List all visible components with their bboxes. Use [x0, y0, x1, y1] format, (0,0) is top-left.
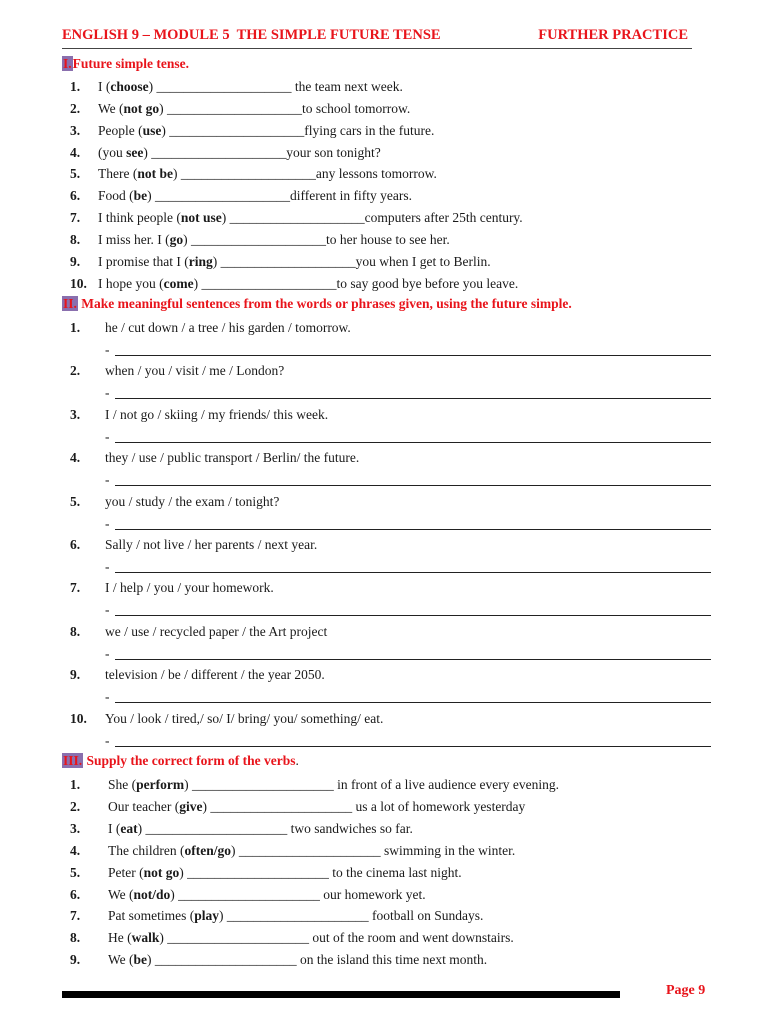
answer-underline — [115, 485, 711, 486]
answer-line[interactable] — [105, 687, 711, 707]
item-text — [98, 230, 450, 250]
item-text-after: ) _____________________ us a lot of homework yesterday — [202, 798, 526, 814]
answer-line[interactable] — [105, 427, 711, 447]
answer-dash: - — [105, 385, 110, 401]
list-item — [0, 797, 768, 817]
item-text — [108, 885, 426, 905]
item-text-after: ) ____________________computers after 25th century. — [221, 210, 523, 226]
answer-dash: - — [105, 428, 110, 444]
section-1-roman: I. — [63, 56, 72, 71]
item-number: 6. — [70, 886, 81, 902]
item-text — [108, 950, 487, 970]
item-text — [108, 797, 525, 817]
item-number: 1. — [70, 79, 81, 94]
header-right-title: FURTHER PRACTICE — [538, 27, 688, 43]
item-number: 5. — [70, 864, 81, 880]
item-number: 7. — [70, 908, 81, 924]
item-text-after: ) ____________________you when I get to Berlin. — [212, 253, 491, 269]
item-text — [98, 77, 403, 97]
item-text-before: I hope you ( — [98, 275, 164, 291]
item-text-after: ) _____________________ in front of a live audience every evening. — [184, 777, 560, 792]
list-item — [0, 230, 768, 250]
item-number: 5. — [70, 493, 81, 509]
item-number: 8. — [70, 231, 81, 247]
answer-line[interactable] — [105, 644, 711, 664]
item-prompt: you / study / the exam / tonight? — [105, 493, 280, 509]
list-item — [0, 208, 768, 228]
item-text-after: ) ____________________to her house to see her. — [183, 231, 450, 247]
list-item — [0, 622, 768, 642]
item-text — [108, 841, 515, 861]
item-number: 9. — [70, 253, 81, 269]
verb-cue: be — [133, 952, 148, 968]
section-2-roman: II. — [63, 296, 77, 311]
list-item — [0, 665, 768, 685]
item-number: 6. — [70, 188, 81, 204]
answer-dash: - — [105, 472, 110, 488]
header-rule — [62, 48, 692, 49]
item-text-before: Our teacher ( — [108, 798, 180, 814]
list-item — [0, 99, 768, 119]
list-item — [0, 186, 768, 206]
answer-line[interactable] — [105, 383, 711, 403]
item-text-before: We ( — [108, 886, 134, 902]
answer-underline — [115, 746, 711, 747]
list-item — [0, 164, 768, 184]
item-text-before: People ( — [98, 122, 143, 138]
item-number: 6. — [70, 537, 81, 552]
answer-underline — [115, 572, 711, 573]
answer-dash: - — [105, 689, 110, 705]
verb-cue: see — [126, 144, 144, 160]
verb-cue: not use — [180, 210, 222, 226]
list-item — [0, 405, 768, 425]
item-text-before: I promise that I ( — [98, 253, 189, 269]
item-text — [108, 863, 462, 883]
item-text-after: ) _____________________ our homework yet. — [170, 886, 426, 902]
item-text-after: ) ____________________ the team next week. — [148, 79, 403, 94]
answer-dash: - — [105, 559, 110, 574]
item-text — [98, 252, 491, 272]
answer-line[interactable] — [105, 514, 711, 534]
section-2-heading: Make meaningful sentences from the words or phrases given, using the future simple. — [77, 296, 572, 311]
item-text-after: ) ____________________to say good bye before you leave. — [193, 275, 519, 291]
item-text — [98, 164, 437, 184]
list-item — [0, 492, 768, 512]
item-text-before: Food ( — [98, 188, 134, 204]
item-text — [98, 121, 434, 141]
item-text-before: I miss her. I ( — [98, 231, 170, 247]
item-text-before: Pat sometimes ( — [108, 908, 195, 924]
list-item — [0, 841, 768, 861]
item-text-after: ) ____________________flying cars in the future. — [161, 122, 435, 138]
verb-cue: ring — [188, 253, 213, 269]
list-item — [0, 361, 768, 381]
item-text-before: Peter ( — [108, 864, 144, 880]
item-prompt: I / not go / skiing / my friends/ this week. — [105, 406, 329, 422]
verb-cue: go — [169, 231, 184, 247]
verb-cue: play — [194, 908, 220, 924]
item-text — [98, 143, 381, 163]
footer-bar — [62, 991, 620, 998]
section-1-heading: Future simple tense. — [72, 56, 190, 71]
verb-cue: not go — [123, 100, 160, 116]
item-number: 3. — [70, 406, 81, 422]
answer-line[interactable] — [105, 470, 711, 490]
item-number: 9. — [70, 667, 81, 683]
page-header — [62, 27, 692, 47]
item-text-before: I ( — [108, 820, 121, 836]
answer-underline — [115, 529, 711, 530]
page-number: Page 9 — [666, 983, 706, 998]
answer-dash: - — [105, 515, 110, 531]
item-number: 4. — [70, 450, 81, 466]
verb-cue: walk — [131, 930, 160, 946]
verb-cue: not be — [137, 166, 173, 182]
item-text — [98, 208, 523, 228]
verb-cue: often/go — [184, 842, 231, 858]
item-text-before: There ( — [98, 166, 138, 182]
item-number: 10. — [70, 710, 87, 726]
item-number: 4. — [70, 842, 81, 858]
item-prompt: he / cut down / a tree / his garden / tomorrow. — [105, 320, 351, 335]
item-text-after: ) _____________________ two sandwiches so far. — [137, 820, 413, 836]
section-3-roman: III. — [63, 753, 83, 768]
item-text-before: (you — [98, 144, 127, 160]
answer-underline — [115, 615, 711, 616]
answer-line[interactable] — [105, 340, 711, 360]
item-text — [108, 906, 483, 926]
section-3-heading: Supply the correct form of the verbs — [83, 753, 296, 768]
item-number: 10. — [70, 275, 87, 291]
header-title: ENGLISH 9 – MODULE 5 THE SIMPLE FUTURE TENSE — [62, 27, 441, 43]
verb-cue: use — [142, 122, 162, 138]
item-text — [98, 99, 410, 119]
verb-cue: eat — [120, 820, 138, 836]
item-number: 2. — [70, 363, 81, 379]
item-number: 3. — [70, 820, 81, 836]
answer-line[interactable] — [105, 731, 711, 751]
list-item — [0, 77, 768, 97]
answer-line[interactable] — [105, 557, 711, 577]
item-number: 7. — [70, 580, 81, 596]
item-number: 2. — [70, 798, 81, 814]
item-text-after: ) ____________________different in fifty years. — [147, 188, 412, 204]
item-text-before: We ( — [108, 952, 134, 968]
item-number: 1. — [70, 777, 81, 792]
item-prompt: I / help / you / your homework. — [105, 580, 274, 596]
verb-cue: perform — [136, 777, 185, 792]
answer-line[interactable] — [105, 600, 711, 620]
item-number: 8. — [70, 623, 81, 639]
list-item — [0, 863, 768, 883]
list-item — [0, 535, 768, 555]
list-item — [0, 950, 768, 970]
section-2-title — [62, 296, 572, 312]
verb-cue: come — [163, 275, 194, 291]
item-text — [108, 819, 413, 839]
item-number: 7. — [70, 210, 81, 226]
item-text-after: ) _____________________ to the cinema last night. — [179, 864, 462, 880]
item-text-before: We ( — [98, 100, 124, 116]
answer-underline — [115, 702, 711, 703]
list-item — [0, 709, 768, 729]
list-item — [0, 906, 768, 926]
answer-underline — [115, 659, 711, 660]
answer-dash: - — [105, 602, 110, 618]
section-3-heading-end: . — [295, 753, 299, 768]
answer-underline — [115, 355, 711, 356]
item-text-after: ) ____________________your son tonight? — [143, 144, 381, 160]
list-item — [0, 819, 768, 839]
item-prompt: television / be / different / the year 2050. — [105, 667, 325, 683]
answer-underline — [115, 398, 711, 399]
answer-dash: - — [105, 645, 110, 661]
item-text — [98, 274, 518, 294]
item-number: 8. — [70, 930, 81, 946]
verb-cue: be — [133, 188, 148, 204]
item-prompt: when / you / visit / me / London? — [105, 363, 285, 379]
item-text-after: ) _____________________ on the island this time next month. — [147, 952, 488, 968]
item-number: 3. — [70, 122, 81, 138]
item-prompt: we / use / recycled paper / the Art project — [105, 623, 328, 639]
item-text-after: ) ____________________to school tomorrow. — [159, 100, 411, 116]
verb-cue: choose — [110, 79, 149, 94]
item-prompt: You / look / tired,/ so/ I/ bring/ you/ something/ eat. — [105, 710, 384, 726]
item-text-after: ) _____________________ football on Sundays. — [219, 908, 484, 924]
section-3-title — [62, 753, 299, 769]
list-item — [0, 578, 768, 598]
list-item — [0, 928, 768, 948]
item-text-before: The children ( — [108, 842, 185, 858]
list-item — [0, 448, 768, 468]
verb-cue: not/do — [133, 886, 171, 902]
item-prompt: they / use / public transport / Berlin/ the future. — [105, 450, 360, 466]
item-number: 9. — [70, 952, 81, 968]
list-item — [0, 274, 768, 294]
list-item — [0, 121, 768, 141]
item-prompt: Sally / not live / her parents / next year. — [105, 537, 318, 552]
item-text — [108, 775, 559, 795]
verb-cue: give — [179, 798, 203, 814]
item-text-after: ) _____________________ out of the room and went downstairs. — [159, 930, 514, 946]
item-text — [98, 186, 412, 206]
item-number: 2. — [70, 100, 81, 116]
list-item — [0, 318, 768, 338]
item-text-after: ) _____________________ swimming in the winter. — [230, 842, 516, 858]
item-number: 1. — [70, 320, 81, 335]
item-text-before: I ( — [98, 79, 111, 94]
item-text-after: ) ____________________any lessons tomorrow. — [173, 166, 437, 182]
list-item — [0, 143, 768, 163]
list-item — [0, 775, 768, 795]
item-text — [108, 928, 514, 948]
item-number: 4. — [70, 144, 81, 160]
item-number: 5. — [70, 166, 81, 182]
item-text-before: She ( — [108, 777, 137, 792]
answer-underline — [115, 442, 711, 443]
item-text-before: He ( — [108, 930, 132, 946]
list-item — [0, 885, 768, 905]
section-1-title — [62, 56, 189, 72]
verb-cue: not go — [143, 864, 180, 880]
answer-dash: - — [105, 342, 110, 357]
item-text-before: I think people ( — [98, 210, 181, 226]
answer-dash: - — [105, 732, 110, 748]
list-item — [0, 252, 768, 272]
